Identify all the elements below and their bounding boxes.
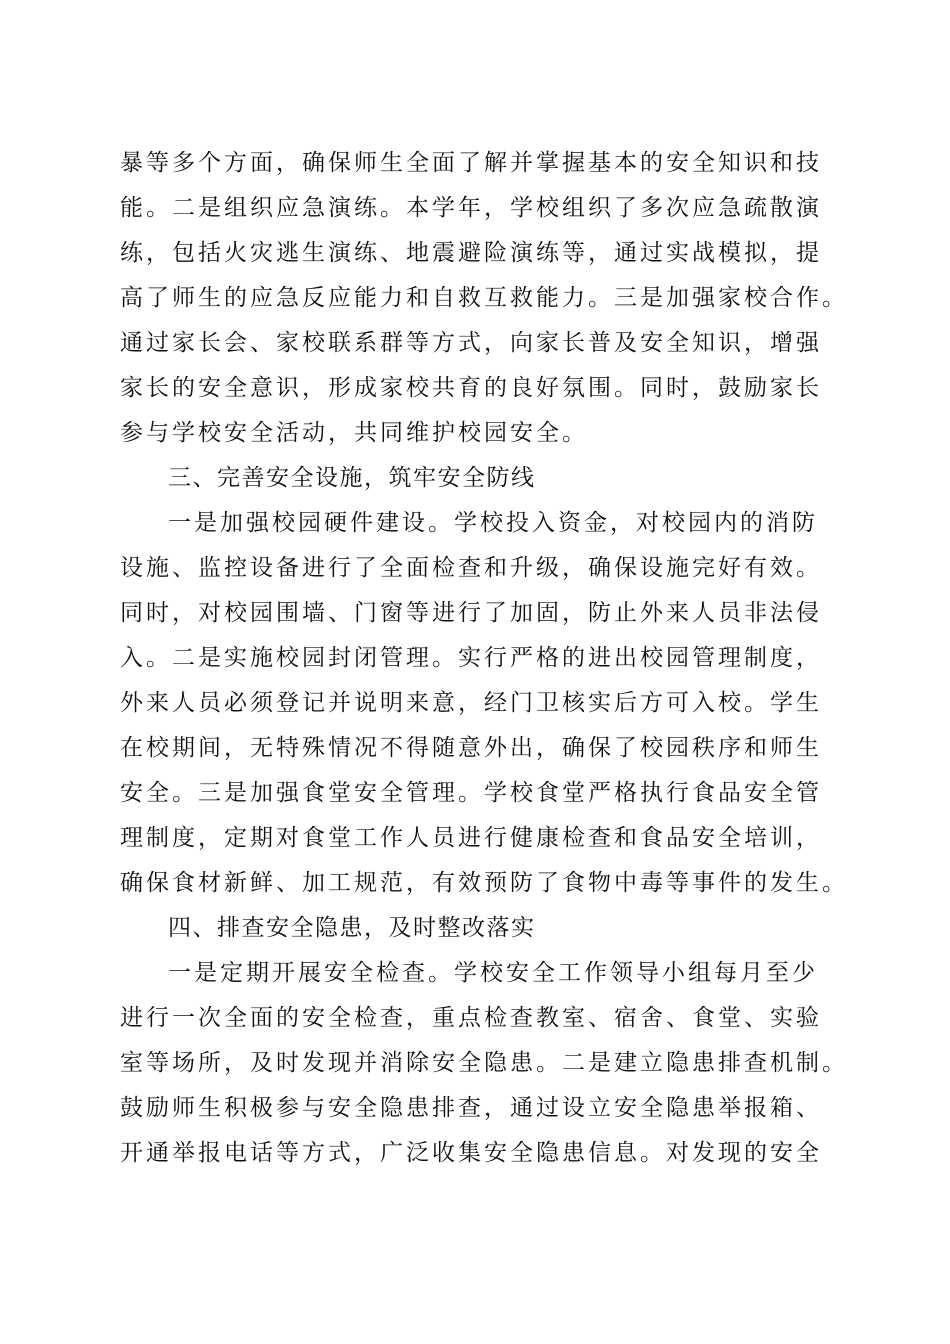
paragraph-line: 通过家长会、家校联系群等方式，向家长普及安全知识，增强: [120, 330, 822, 356]
paragraph-line: 进行一次全面的安全检查，重点检查教室、宿舍、食堂、实验: [120, 1005, 822, 1031]
paragraph-line: 确保食材新鲜、加工规范，有效预防了食物中毒等事件的发生。: [120, 870, 848, 896]
section-heading-3: 三、完善安全设施，筑牢安全防线: [168, 465, 536, 491]
paragraph-line: 外来人员必须登记并说明来意，经门卫核实后方可入校。学生: [120, 690, 822, 716]
paragraph-line: 能。二是组织应急演练。本学年，学校组织了多次应急疏散演: [120, 195, 822, 221]
paragraph-line: 开通举报电话等方式，广泛收集安全隐患信息。对发现的安全: [120, 1140, 822, 1166]
paragraph-line: 鼓励师生积极参与安全隐患排查，通过设立安全隐患举报箱、: [120, 1095, 822, 1121]
paragraph-line: 同时，对校园围墙、门窗等进行了加固，防止外来人员非法侵: [120, 600, 822, 626]
paragraph-line: 参与学校安全活动，共同维护校园安全。: [120, 420, 588, 446]
section-heading-4: 四、排查安全隐患，及时整改落实: [168, 915, 536, 941]
paragraph-line: 理制度，定期对食堂工作人员进行健康检查和食品安全培训，: [120, 825, 822, 851]
paragraph-line: 在校期间，无特殊情况不得随意外出，确保了校园秩序和师生: [120, 735, 822, 761]
paragraph-line: 设施、监控设备进行了全面检查和升级，确保设施完好有效。: [120, 555, 822, 581]
paragraph-line: 家长的安全意识，形成家校共育的良好氛围。同时，鼓励家长: [120, 375, 822, 401]
paragraph-line: 高了师生的应急反应能力和自救互救能力。三是加强家校合作。: [120, 285, 848, 311]
paragraph-line: 练，包括火灾逃生演练、地震避险演练等，通过实战模拟，提: [120, 240, 822, 266]
paragraph-line: 暴等多个方面，确保师生全面了解并掌握基本的安全知识和技: [120, 150, 822, 176]
paragraph-line: 入。二是实施校园封闭管理。实行严格的进出校园管理制度，: [120, 645, 822, 671]
paragraph-line: 室等场所，及时发现并消除安全隐患。二是建立隐患排查机制。: [120, 1050, 848, 1076]
paragraph-line: 一是定期开展安全检查。学校安全工作领导小组每月至少: [168, 960, 818, 986]
paragraph-line: 安全。三是加强食堂安全管理。学校食堂严格执行食品安全管: [120, 780, 822, 806]
paragraph-line: 一是加强校园硬件建设。学校投入资金，对校园内的消防: [168, 510, 818, 536]
